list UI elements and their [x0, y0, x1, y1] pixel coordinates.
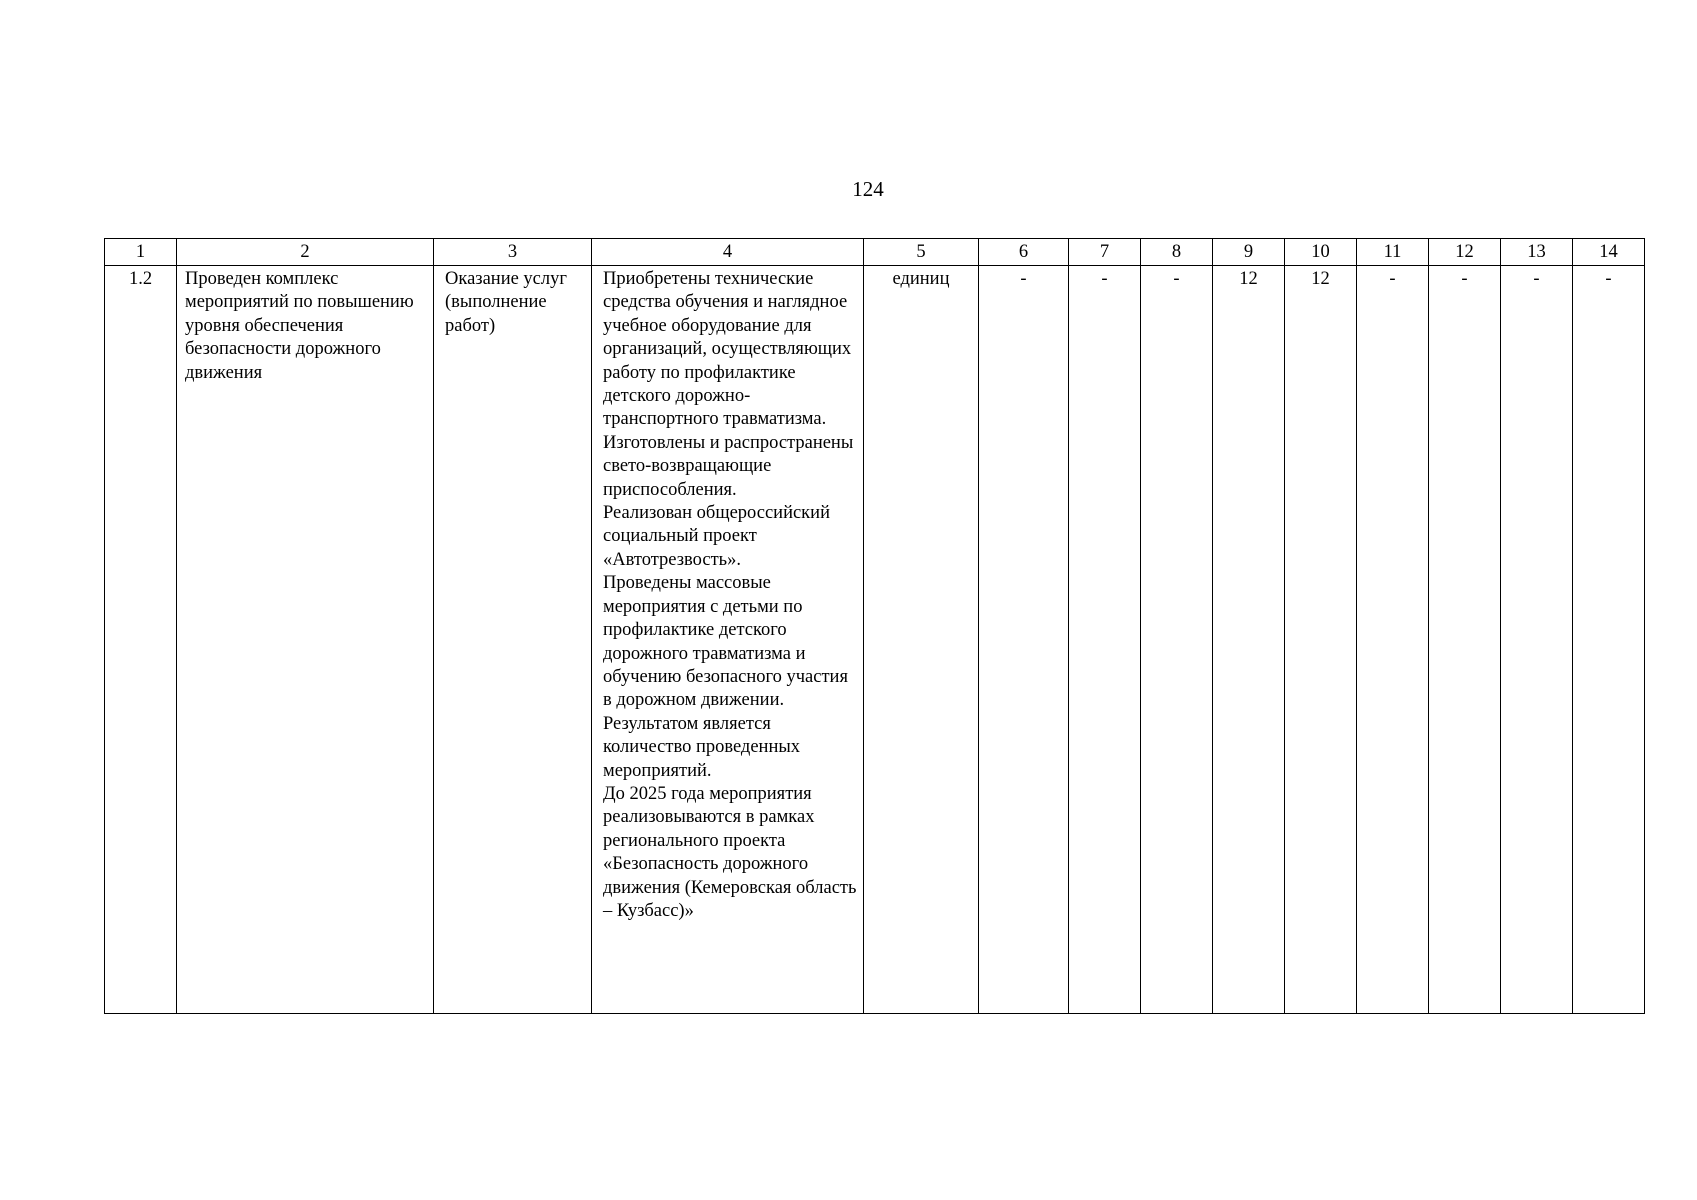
- characteristics-paragraph: Реализован общероссийский социальный проект «Автотрезвость».: [603, 503, 830, 570]
- header-cell: 5: [864, 239, 979, 266]
- header-cell: 9: [1213, 239, 1285, 266]
- unit-cell: единиц: [864, 266, 979, 1014]
- header-cell: 3: [434, 239, 592, 266]
- header-cell: 6: [979, 239, 1069, 266]
- results-table: [104, 238, 1645, 1014]
- type-cell: Оказание услуг (выполнение работ): [434, 266, 592, 1014]
- row-number-cell: 1.2: [105, 266, 177, 1014]
- characteristics-paragraph: Результатом является количество проведенных мероприятий.: [603, 713, 801, 781]
- header-cell: 10: [1285, 239, 1357, 266]
- characteristics-paragraph: Проведены массовые мероприятия с детьми по профилактике детского дорожного травматизма и обучению безопасного участия в дорожном движении.: [603, 573, 848, 711]
- characteristics-paragraph: Изготовлены и распространены свето-возвращающие приспособления.: [603, 432, 854, 500]
- value-cell-6: -: [979, 266, 1069, 1014]
- characteristics-paragraph: Приобретены технические средства обучения и наглядное учебное оборудование для организаций, осуществляющих работу по профилактике детского дорожно-транспортного травматизма.: [603, 269, 852, 430]
- header-cell: 11: [1357, 239, 1429, 266]
- header-cell: 2: [177, 239, 434, 266]
- table-header-row: [105, 239, 1645, 266]
- value-cell-9: 12: [1213, 266, 1285, 1014]
- header-cell: 13: [1501, 239, 1573, 266]
- value-cell-10: 12: [1285, 266, 1357, 1014]
- header-cell: 7: [1069, 239, 1141, 266]
- task-cell: Проведен комплекс мероприятий по повышению уровня обеспечения безопасности дорожного движения: [177, 266, 434, 1014]
- characteristics-paragraph: До 2025 года мероприятия реализовываются в рамках регионального проекта «Безопасность дорожного движения (Кемеровская область – Кузбасс)»: [603, 783, 857, 921]
- characteristics-cell: [592, 266, 864, 1014]
- value-cell-14: -: [1573, 266, 1645, 1014]
- value-cell-7: -: [1069, 266, 1141, 1014]
- table-row: [105, 266, 1645, 1014]
- value-cell-11: -: [1357, 266, 1429, 1014]
- value-cell-12: -: [1429, 266, 1501, 1014]
- page-number: 124: [852, 177, 884, 201]
- header-cell: 14: [1573, 239, 1645, 266]
- header-cell: 12: [1429, 239, 1501, 266]
- header-cell: 1: [105, 239, 177, 266]
- header-cell: 8: [1141, 239, 1213, 266]
- header-cell: 4: [592, 239, 864, 266]
- value-cell-13: -: [1501, 266, 1573, 1014]
- value-cell-8: -: [1141, 266, 1213, 1014]
